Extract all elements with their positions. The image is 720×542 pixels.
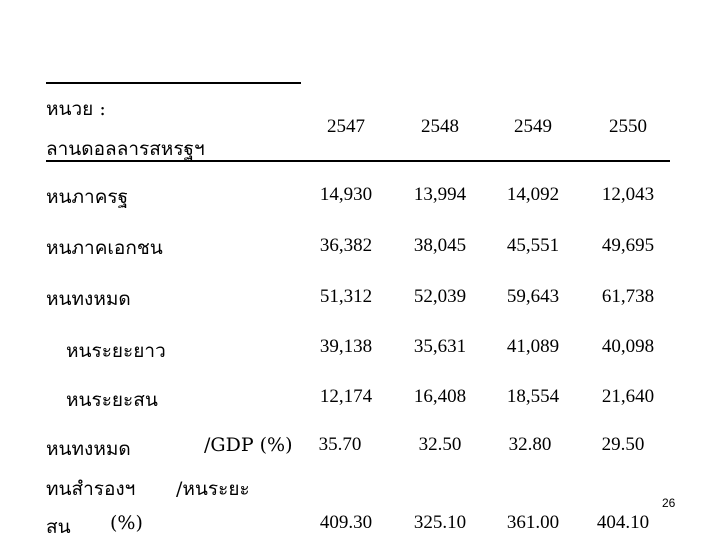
row-label-suffix: /หนระยะ <box>176 478 250 500</box>
row-label: หนระยะยาว <box>66 340 166 362</box>
table-cell: 36,382 <box>319 235 373 256</box>
table-cell: 52,039 <box>413 286 467 307</box>
year-header: 2548 <box>421 116 459 137</box>
unit-label-line1: หนวย : <box>46 98 106 120</box>
table-cell: 39,138 <box>319 336 373 357</box>
year-header: 2547 <box>327 116 365 137</box>
header-rule <box>46 160 670 162</box>
table-cell: 14,930 <box>319 184 373 205</box>
row-label: หนภาคเอกชน <box>46 237 163 259</box>
year-header: 2550 <box>609 116 647 137</box>
table-cell: 41,089 <box>506 336 560 357</box>
table-cell: 61,738 <box>601 286 655 307</box>
unit-label-line2: ลานดอลลารสหรฐฯ <box>46 138 205 160</box>
table-cell: 16,408 <box>413 386 467 407</box>
table-cell: 35,631 <box>413 336 467 357</box>
table-cell: 18,554 <box>506 386 560 407</box>
table-cell: 12,043 <box>601 184 655 205</box>
top-rule <box>46 82 301 84</box>
table-cell: 404.10 <box>596 512 650 533</box>
page-number: 26 <box>662 496 676 510</box>
row-label: หนทงหมด <box>46 288 131 310</box>
table-cell: 12,174 <box>319 386 373 407</box>
row-label-suffix: /GDP (%) <box>204 434 293 456</box>
table-cell: 45,551 <box>506 235 560 256</box>
table-cell: 361.00 <box>506 512 560 533</box>
table-cell: 40,098 <box>601 336 655 357</box>
table-cell: 59,643 <box>506 286 560 307</box>
row-label: หนภาครฐ <box>46 186 129 208</box>
table-cell: 14,092 <box>506 184 560 205</box>
table-cell: 32.50 <box>418 434 462 455</box>
table-cell: 38,045 <box>413 235 467 256</box>
year-header: 2549 <box>514 116 552 137</box>
table-cell: 51,312 <box>319 286 373 307</box>
table-cell: 21,640 <box>601 386 655 407</box>
table-cell: 409.30 <box>319 512 373 533</box>
row-label: ทนสำรองฯ <box>46 478 136 500</box>
row-label-line2: สน <box>46 516 71 538</box>
table-cell: 13,994 <box>413 184 467 205</box>
row-label-line2-unit: (%) <box>110 512 143 534</box>
table-cell: 35.70 <box>318 434 362 455</box>
table-cell: 49,695 <box>601 235 655 256</box>
row-label: หนทงหมด <box>46 438 131 460</box>
table-cell: 32.80 <box>508 434 552 455</box>
row-label: หนระยะสน <box>66 389 158 411</box>
table-cell: 29.50 <box>601 434 645 455</box>
table-cell: 325.10 <box>413 512 467 533</box>
